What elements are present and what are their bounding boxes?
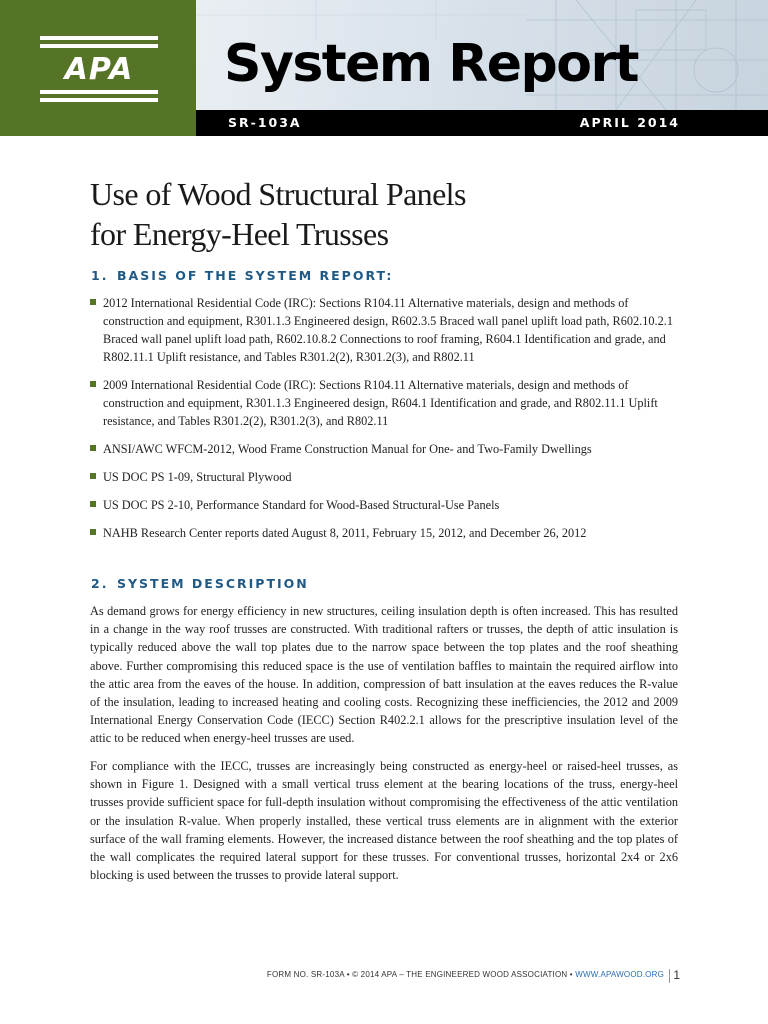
- report-number: SR-103A: [228, 115, 302, 130]
- report-type-title: System Report: [224, 34, 638, 94]
- paragraph: For compliance with the IECC, trusses are increasingly being constructed as energy-heel or raised-heel trusses, as shown in Figure 1. Designed with a small vertical truss element at the bearing locations of the truss, energy-heel trusses provide sufficient space for full-depth insulation without compromising the effectiveness of the attic ventilation or the insulation R-value. When properly installed, these vertical truss elements are in alignment with the exterior surface of the wall framing elements. However, the increased distance between the roof sheathing and the top plates of the wall complicates the required lateral support for these trusses. For conventional trusses, horizontal 2x4 or 2x6 blocking is used between the trusses to provide lateral support.: [90, 759, 678, 883]
- bullet-square-icon: [90, 381, 96, 387]
- apa-logo: [0, 0, 196, 136]
- list-item-text: 2012 International Residential Code (IRC): Sections R104.11 Alternative materials, design and methods of construction and equipment, R301.1.3 Engineered design, R602.3.5 Braced wall panel uplift load path, R602.10.2.1 Braced wall panel uplift load path, R602.10.8.2 Connections to roof framing, R604.1 Identification and grade, and R802.11.1 Uplift resistance, and Tables R301.2(2), R301.2(3), and R802.11: [103, 296, 673, 364]
- title-line-1: Use of Wood Structural Panels: [90, 176, 466, 212]
- logo-text: APA: [64, 52, 134, 87]
- list-item-text: NAHB Research Center reports dated August 8, 2011, February 15, 2012, and December 26, 2012: [103, 526, 587, 540]
- document-title: [90, 174, 690, 254]
- logo-rule: [40, 90, 158, 94]
- logo-rule: [40, 44, 158, 48]
- list-item-text: ANSI/AWC WFCM-2012, Wood Frame Construction Manual for One- and Two-Family Dwellings: [103, 442, 592, 456]
- footer-credit: [267, 969, 664, 981]
- section-number: 1.: [91, 268, 109, 283]
- list-item-text: US DOC PS 2-10, Performance Standard for Wood-Based Structural-Use Panels: [103, 498, 500, 512]
- footer-form-text: FORM NO. SR-103A • © 2014 APA – THE ENGINEERED WOOD ASSOCIATION •: [266, 970, 573, 979]
- list-item: [90, 468, 680, 486]
- logo-rule: [40, 98, 158, 102]
- list-item: [90, 440, 680, 458]
- paragraph: As demand grows for energy efficiency in new structures, ceiling insulation depth is often increased. This has resulted in a change in the way roof trusses are constructed. With traditional rafters or trusses, the depth of attic insulation is typically reduced above the wall top plates due to the narrow space between the top plates and the roof sheathing above. Further compromising this reduced space is the use of ventilation baffles to maintain the required airflow into the attic area from the eaves of the house. In addition, compression of batt insulation at the eaves reduces the R-value of the insulation, leading to increased heating and cooling costs. Recognizing these inefficiencies, the 2012 and 2009 International Energy Conservation Code (IECC) Section R402.2.1 allows for the prescriptive insulation level of the attic to be reduced when energy-heel trusses are used.: [90, 604, 678, 746]
- list-item-text: US DOC PS 1-09, Structural Plywood: [103, 470, 292, 484]
- bullet-square-icon: [90, 529, 96, 535]
- logo-rule: [40, 36, 158, 40]
- section-2-heading: [91, 576, 309, 592]
- section-heading-text: BASIS OF THE SYSTEM REPORT:: [117, 268, 394, 283]
- section-heading-text: SYSTEM DESCRIPTION: [117, 576, 309, 591]
- list-item: [90, 376, 680, 430]
- list-item: [90, 496, 680, 514]
- bullet-square-icon: [90, 299, 96, 305]
- page-number: 1: [673, 968, 680, 982]
- report-date: APRIL 2014: [579, 115, 680, 130]
- report-id-bar: [196, 110, 768, 136]
- footer-website-link[interactable]: WWW.APAWOOD.ORG: [575, 970, 664, 979]
- header-banner: [196, 0, 768, 110]
- bullet-square-icon: [90, 473, 96, 479]
- title-line-2: for Energy-Heel Trusses: [90, 216, 389, 252]
- list-item: [90, 294, 680, 366]
- section-number: 2.: [91, 576, 109, 591]
- footer-divider: [669, 969, 670, 983]
- bullet-square-icon: [90, 501, 96, 507]
- list-item: [90, 524, 680, 542]
- list-item-text: 2009 International Residential Code (IRC): Sections R104.11 Alternative materials, design and methods of construction and equipment, R301.1.3 Engineered design, R604.1 Identification and grade, and R802.11.1 Uplift resistance, and Tables R301.2(2), R301.2(3), and R802.11: [103, 378, 658, 428]
- section-1-heading: [91, 268, 393, 284]
- bullet-square-icon: [90, 445, 96, 451]
- basis-list: [90, 294, 680, 552]
